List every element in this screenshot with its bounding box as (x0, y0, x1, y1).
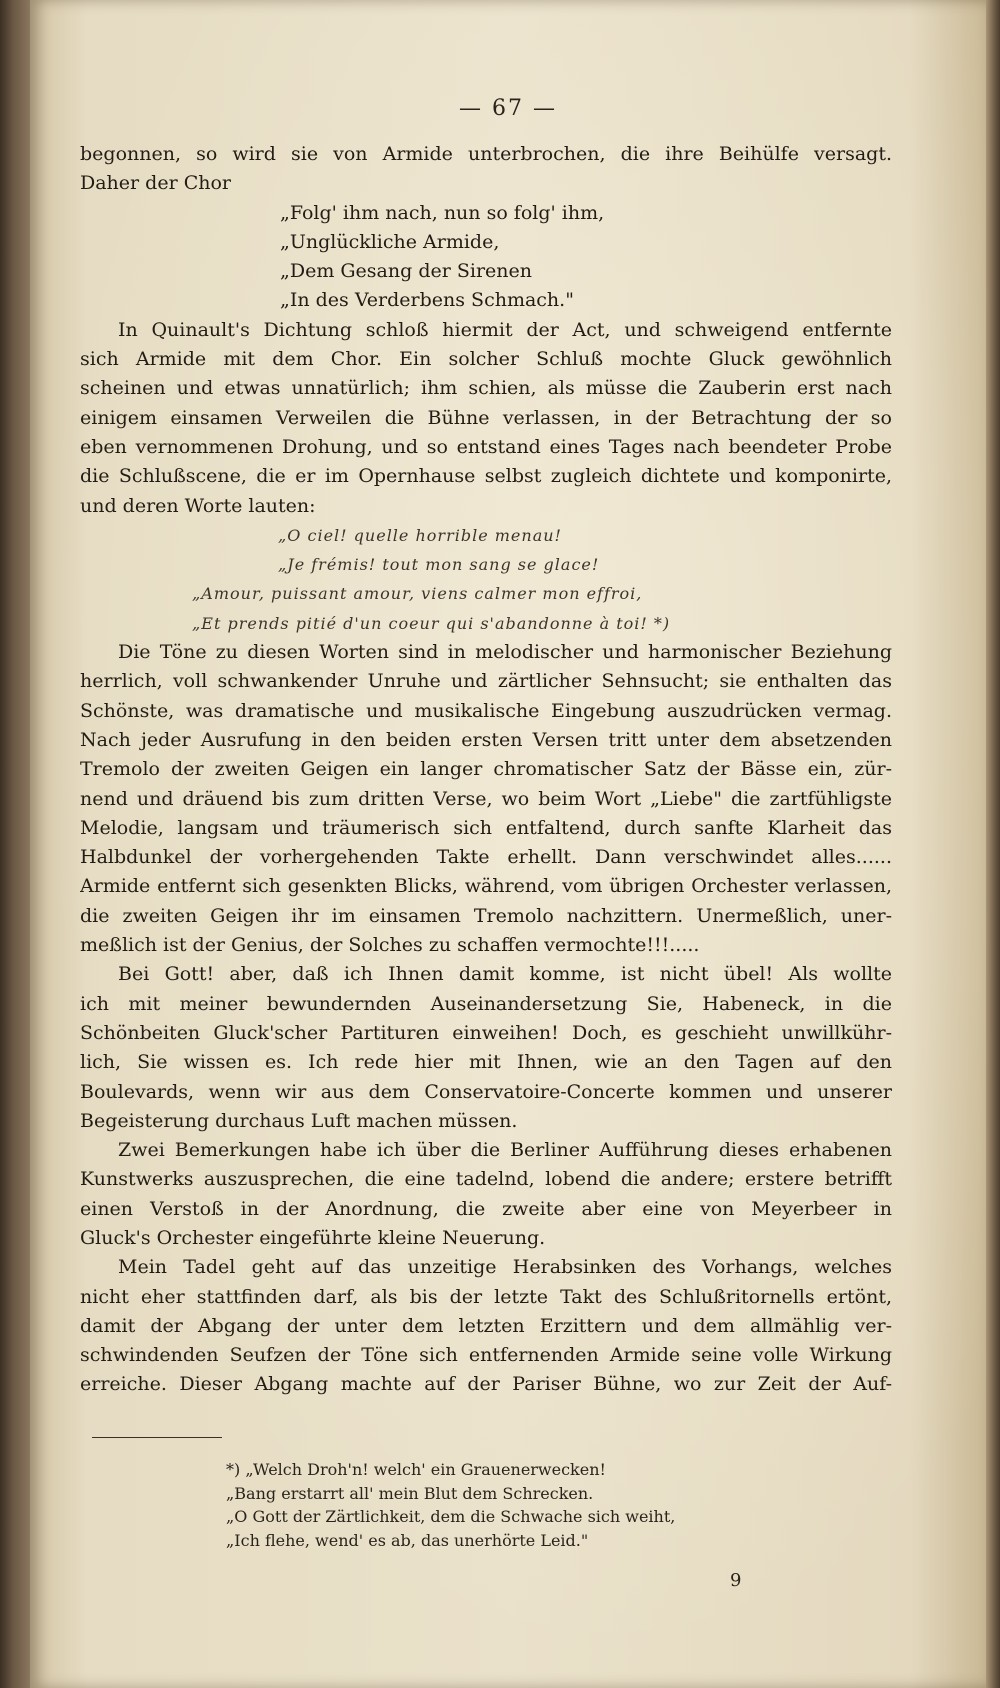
text-line: Armide entfernt sich gesenkten Blicks, während, vom übrigen Orchester verlassen, (80, 875, 892, 898)
text-line: lich, Sie wissen es. Ich rede hier mit Ihnen, wie an den Tagen auf den (80, 1051, 892, 1074)
text-line: eben vernommenen Drohung, und so entstand eines Tages nach beendeter Probe (80, 435, 892, 458)
text-line: Daher der Chor (80, 172, 231, 195)
french-verse-line: „Je frémis! tout mon sang se glace! (278, 555, 600, 575)
verse-line: „Folg' ihm nach, nun so folg' ihm, (280, 201, 605, 224)
text-line: meßlich ist der Genius, der Solches zu schaffen vermochte!!!..... (80, 934, 700, 957)
text-line: nicht eher stattfinden darf, als bis der letzte Takt des Schlußritornells ertönt, (80, 1285, 892, 1308)
verse-line: „Dem Gesang der Sirenen (280, 260, 532, 283)
facing-page-bleed (30, 140, 50, 420)
text-line: und deren Worte lauten: (80, 494, 316, 517)
book-page (30, 0, 986, 1688)
footnote-line: „Bang erstarrt all' mein Blut dem Schrecken. (226, 1483, 594, 1503)
text-line: Die Töne zu diesen Worten sind in melodischer und harmonischer Beziehung (118, 641, 892, 664)
french-verse-line: „Et prends pitié d'un coeur qui s'abandonne à toi! *) (192, 613, 671, 633)
footnote-line: *) „Welch Droh'n! welch' ein Grauenerwecken! (226, 1460, 606, 1479)
french-verse-line: „O ciel! quelle horrible menau! (278, 525, 562, 545)
text-line: Melodie, langsam und träumerisch sich entfaltend, durch sanfte Klarheit das (80, 816, 892, 839)
text-line: damit der Abgang der unter dem letzten Erzittern und dem allmählig ver- (80, 1314, 892, 1337)
text-line: die Schlußscene, die er im Opernhause selbst zugleich dichtete und komponirte, (80, 465, 892, 488)
text-line: Schönbeiten Gluck'scher Partituren einweihen! Doch, es geschieht unwillkühr- (80, 1021, 892, 1044)
text-line: ich mit meiner bewundernden Auseinandersetzung Sie, Habeneck, in die (80, 992, 892, 1015)
verse-line: „Unglückliche Armide, (280, 230, 500, 253)
text-line: scheinen und etwas unnatürlich; ihm schien, als müsse die Zauberin erst nach (80, 377, 892, 400)
footnote (226, 1458, 866, 1552)
text-line: Kunstwerks auszusprechen, die eine tadelnd, lobend die andere; erstere betrifft (80, 1168, 892, 1191)
text-line: Mein Tadel geht auf das unzeitige Herabsinken des Vorhangs, welches (118, 1256, 892, 1279)
text-line: nend und dräuend bis zum dritten Verse, wo beim Wort „Liebe" die zartfühligste (80, 787, 892, 810)
text-line: einen Verstoß in der Anordnung, die zweite aber eine von Meyerbeer in (80, 1197, 892, 1220)
footnote-rule (92, 1437, 222, 1438)
book-binding (0, 0, 30, 1688)
french-verse-line: „Amour, puissant amour, viens calmer mon effroi, (192, 584, 643, 604)
text-line: Bei Gott! aber, daß ich Ihnen damit komme, ist nicht übel! Als wollte (118, 963, 892, 986)
footnote-line: „O Gott der Zärtlichkeit, dem die Schwache sich weiht, (226, 1507, 676, 1526)
main-text (80, 140, 892, 1400)
text-line: Boulevards, wenn wir aus dem Conservatoire-Concerte kommen und unserer (80, 1080, 892, 1103)
text-line: In Quinault's Dichtung schloß hiermit der Act, und schweigend entfernte (118, 318, 892, 341)
footnote-line: „Ich flehe, wend' es ab, das unerhörte Leid." (226, 1530, 589, 1550)
text-line: Tremolo der zweiten Geigen ein langer chromatischer Satz der Bässe ein, zür- (80, 758, 892, 781)
page-number-header: — 67 — (459, 96, 557, 121)
signature-mark: 9 (730, 1570, 742, 1591)
text-line: schwindenden Seufzen der Töne sich entfernenden Armide seine volle Wirkung (80, 1344, 892, 1367)
text-line: einigem einsamen Verweilen die Bühne verlassen, in der Betrachtung der so (80, 406, 892, 429)
text-line: Halbdunkel der vorhergehenden Takte erhellt. Dann verschwindet alles...... (80, 846, 892, 869)
verse-line: „In des Verderbens Schmach." (280, 289, 574, 312)
text-line: Begeisterung durchaus Luft machen müssen. (80, 1109, 518, 1132)
text-line: die zweiten Geigen ihr im einsamen Tremolo nachzittern. Unermeßlich, uner- (80, 904, 892, 927)
text-line: erreiche. Dieser Abgang machte auf der Pariser Bühne, wo zur Zeit der Auf- (80, 1373, 892, 1396)
text-line: Gluck's Orchester eingeführte kleine Neuerung. (80, 1226, 546, 1249)
text-line: Schönste, was dramatische und musikalische Eingebung auszudrücken vermag. (80, 699, 892, 722)
text-line: Nach jeder Ausrufung in den beiden ersten Versen tritt unter dem absetzenden (80, 728, 892, 751)
text-line: herrlich, voll schwankender Unruhe und zärtlicher Sehnsucht; sie enthalten das (80, 670, 892, 693)
text-line: Zwei Bemerkungen habe ich über die Berliner Aufführung dieses erhabenen (118, 1139, 892, 1162)
text-line: sich Armide mit dem Chor. Ein solcher Schluß mochte Gluck gewöhnlich (80, 348, 892, 371)
page-edge (986, 0, 1000, 1688)
text-line: begonnen, so wird sie von Armide unterbrochen, die ihre Beihülfe versagt. (80, 143, 892, 165)
